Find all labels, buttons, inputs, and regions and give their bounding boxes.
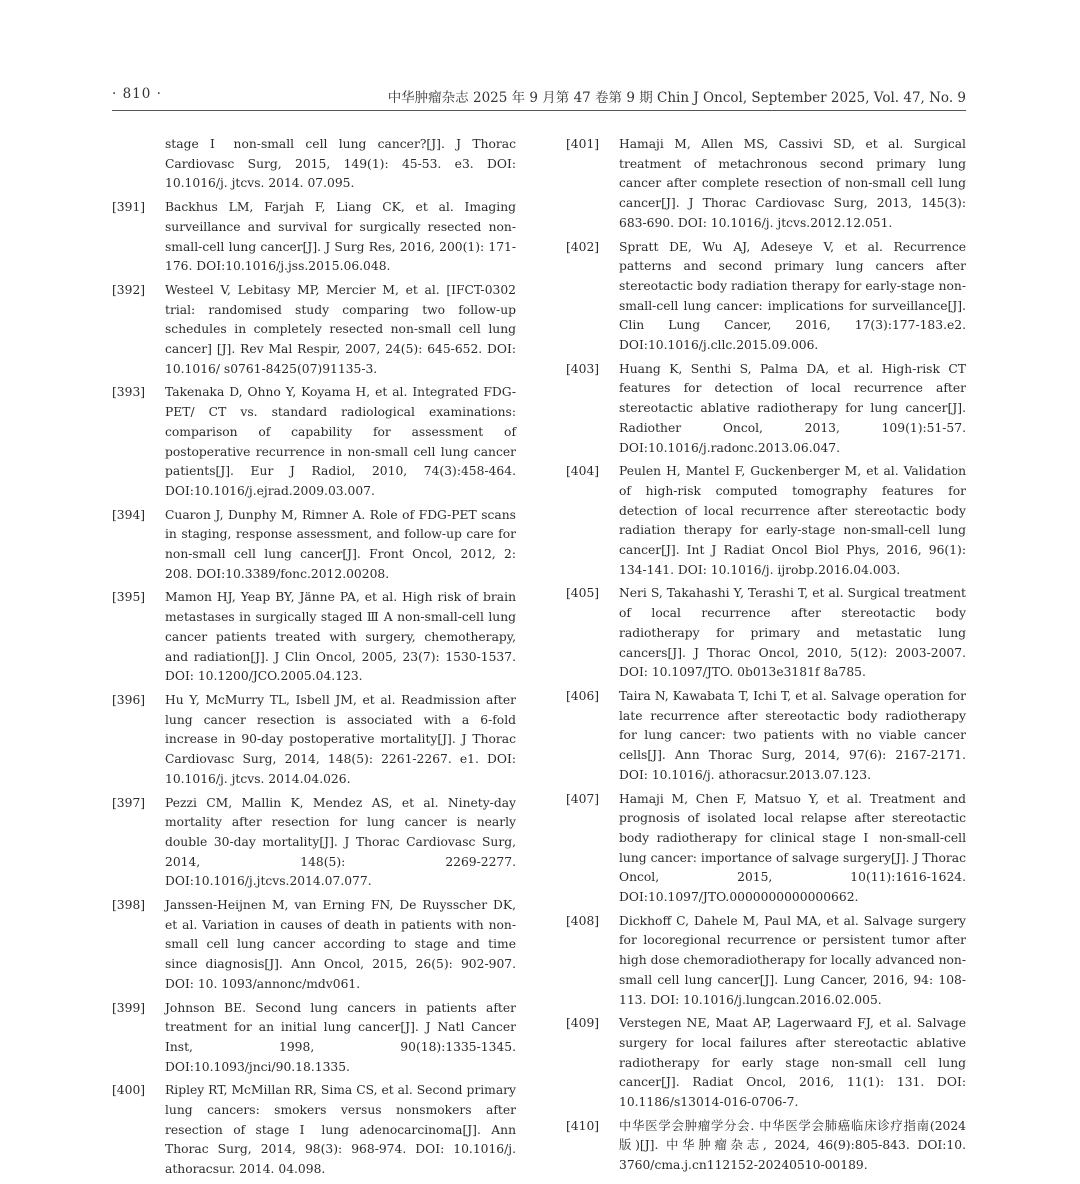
- reference-400: [112, 1081, 516, 1180]
- header-rule: [112, 110, 966, 111]
- reference-408: [566, 912, 966, 1011]
- reference-398: [112, 896, 516, 995]
- reference-text: Hu Y, McMurry TL, Isbell JM, et al. Readmission after lung cancer resection is associated with a 6-fold increase in 90-day postoperative mortality[J]. J Thorac Cardiovasc Surg, 2014, 148(5): 2261-2267. e1. DOI: 10.1016/j. jtcvs. 2014.04.026.: [165, 692, 516, 786]
- reference-number: [393]: [112, 385, 146, 400]
- reference-410: [566, 1117, 966, 1176]
- reference-text: Dickhoff C, Dahele M, Paul MA, et al. Salvage surgery for locoregional recurrence or persistent tumor after high dose chemoradiotherapy for locally advanced non-small cell lung cancer[J]. Lung Cancer, 2016, 94: 108-113. DOI: 10.1016/j.lungcan.2016.02.005.: [619, 913, 966, 1007]
- reference-text: Backhus LM, Farjah F, Liang CK, et al. Imaging surveillance and survival for surgically resected non-small-cell lung cancer[J]. J Surg Res, 2016, 200(1): 171-176. DOI:10.1016/j.jss.2015.06.048.: [165, 200, 516, 274]
- reference-number: [402]: [566, 239, 600, 254]
- reference-number: [398]: [112, 898, 146, 913]
- reference-number: [399]: [112, 1000, 146, 1015]
- reference-number: [400]: [112, 1083, 146, 1098]
- reference-number: [404]: [566, 464, 600, 479]
- reference-number: [410]: [566, 1118, 600, 1133]
- reference-text: Johnson BE. Second lung cancers in patients after treatment for an initial lung cancer[J]. J Natl Cancer Inst, 1998, 90(18):1335-1345. DOI:10.1093/jnci/90.18.1335.: [165, 1000, 516, 1074]
- left-column: [112, 135, 516, 1184]
- reference-number: [392]: [112, 282, 146, 297]
- reference-407: [566, 790, 966, 908]
- reference-text: 中华医学会肿瘤学分会. 中华医学会肺癌临床诊疗指南(2024 版)[J]. 中华肿瘤杂志, 2024, 46(9):805-843. DOI:10. 3760/cma.j.cn112152-20240510-00189.: [619, 1118, 966, 1173]
- reference-406: [566, 687, 966, 786]
- reference-394: [112, 506, 516, 585]
- reference-404: [566, 462, 966, 580]
- reference-number: [401]: [566, 137, 600, 151]
- reference-text: Cuaron J, Dunphy M, Rimner A. Role of FDG-PET scans in staging, response assessment, and follow-up care for non-small cell lung cancer[J]. Front Oncol, 2012, 2: 208. DOI:10.3389/fonc.2012.00208.: [165, 507, 516, 581]
- reference-text: Neri S, Takahashi Y, Terashi T, et al. Surgical treatment of local recurrence after stereotactic body radiotherapy for primary and metastatic lung cancers[J]. J Thorac Oncol, 2010, 5(12): 2003-2007. DOI: 10.1097/JTO. 0b013e3181f 8a785.: [619, 586, 966, 680]
- reference-text: Ripley RT, McMillan RR, Sima CS, et al. Second primary lung cancers: smokers versus nonsmokers after resection of stage Ⅰ lung adenocarcinoma[J]. Ann Thorac Surg, 2014, 98(3): 968-974. DOI: 10.1016/j. athoracsur. 2014. 04.098.: [165, 1083, 516, 1177]
- reference-text: Takenaka D, Ohno Y, Koyama H, et al. Integrated FDG-PET/ CT vs. standard radiological examinations: comparison of capability for assessment of postoperative recurrence in non-small cell lung cancer patients[J]. Eur J Radiol, 2010, 74(3):458-464. DOI:10.1016/j.ejrad.2009.03.007.: [165, 385, 516, 498]
- reference-399: [112, 999, 516, 1078]
- reference-text: Westeel V, Lebitasy MP, Mercier M, et al. [IFCT-0302 trial: randomised study comparing two follow-up schedules in completely resected non-small cell lung cancer] [J]. Rev Mal Respir, 2007, 24(5): 645-652. DOI: 10.1016/ s0761-8425(07)91135-3.: [165, 282, 516, 376]
- reference-number: [407]: [566, 791, 600, 806]
- reference-393: [112, 383, 516, 501]
- reference-text: Spratt DE, Wu AJ, Adeseye V, et al. Recurrence patterns and second primary lung cancers after stereotactic body radiation therapy for early-stage non-small-cell lung cancer: implications for surveillance[J]. Clin Lung Cancer, 2016, 17(3):177-183.e2. DOI:10.1016/j.cllc.2015.09.006.: [619, 239, 966, 353]
- reference-401: [566, 135, 966, 234]
- reference-number: [406]: [566, 688, 600, 703]
- reference-number: [394]: [112, 507, 146, 522]
- reference-text: Taira N, Kawabata T, Ichi T, et al. Salvage operation for late recurrence after stereotactic body radiotherapy for lung cancer: two patients with no viable cancer cells[J]. Ann Thorac Surg, 2014, 97(6): 2167-2171. DOI: 10.1016/j. athoracsur.2013.07.123.: [619, 688, 966, 782]
- journal-citation-header: 中华肿瘤杂志 2025 年 9 月第 47 卷第 9 期 Chin J Oncol, September 2025, Vol. 47, No. 9: [387, 90, 966, 106]
- reference-402: [566, 238, 966, 356]
- reference-text: Mamon HJ, Yeap BY, Jänne PA, et al. High risk of brain metastases in surgically staged Ⅲ A non-small-cell lung cancer patients treated with surgery, chemotherapy, and radiation[J]. J Clin Oncol, 2005, 23(7): 1530-1537. DOI: 10.1200/JCO.2005.04.123.: [165, 590, 516, 684]
- reference-text: Verstegen NE, Maat AP, Lagerwaard FJ, et al. Salvage surgery for local failures after stereotactic ablative radiotherapy for early stage non-small cell lung cancer[J]. Radiat Oncol, 2016, 11(1): 131. DOI: 10.1186/s13014-016-0706-7.: [619, 1016, 966, 1110]
- reference-number: [405]: [566, 586, 600, 601]
- reference-395: [112, 588, 516, 687]
- reference-number: [403]: [566, 361, 600, 376]
- reference-number: [396]: [112, 692, 146, 707]
- reference-text: stage Ⅰ non-small cell lung cancer?[J]. J Thorac Cardiovasc Surg, 2015, 149(1): 45-53. e3. DOI: 10.1016/j. jtcvs. 2014. 07.095.: [165, 137, 516, 191]
- reference-number: [391]: [112, 200, 146, 215]
- reference-text: Hamaji M, Chen F, Matsuo Y, et al. Treatment and prognosis of isolated local relapse after stereotactic body radiotherapy for clinical stage Ⅰ non-small-cell lung cancer: importance of salvage surgery[J]. J Thorac Oncol, 2015, 10(11):1616-1624. DOI:10.1097/JTO.0000000000000662.: [619, 791, 966, 905]
- reference-continuation: [112, 135, 516, 194]
- reference-number: [409]: [566, 1016, 600, 1031]
- reference-text: Pezzi CM, Mallin K, Mendez AS, et al. Ninety-day mortality after resection for lung cancer is nearly double 30-day mortality[J]. J Thorac Cardiovasc Surg, 2014, 148(5): 2269-2277. DOI:10.1016/j.jtcvs.2014.07.077.: [165, 795, 516, 889]
- reference-391: [112, 198, 516, 277]
- right-column: [566, 135, 966, 1180]
- reference-number: [397]: [112, 795, 146, 810]
- reference-397: [112, 794, 516, 893]
- reference-403: [566, 360, 966, 459]
- reference-392: [112, 281, 516, 380]
- reference-text: Janssen-Heijnen M, van Erning FN, De Ruysscher DK, et al. Variation in causes of death in patients with non-small cell lung cancer according to stage and time since diagnosis[J]. Ann Oncol, 2015, 26(5): 902-907. DOI: 10. 1093/annonc/mdv061.: [165, 898, 516, 991]
- reference-text: Huang K, Senthi S, Palma DA, et al. High-risk CT features for detection of local recurrence after stereotactic ablative radiotherapy for lung cancer[J]. Radiother Oncol, 2013, 109(1):51-57. DOI:10.1016/j.radonc.2013.06.047.: [619, 361, 966, 455]
- reference-409: [566, 1014, 966, 1113]
- reference-number: [395]: [112, 590, 146, 605]
- page-number: · 810 ·: [112, 86, 162, 102]
- reference-396: [112, 691, 516, 790]
- reference-405: [566, 584, 966, 683]
- reference-text: Hamaji M, Allen MS, Cassivi SD, et al. Surgical treatment of metachronous second primary lung cancer after complete resection of non-small cell lung cancer[J]. J Thorac Cardiovasc Surg, 2013, 145(3): 683-690. DOI: 10.1016/j. jtcvs.2012.12.051.: [619, 137, 966, 230]
- reference-text: Peulen H, Mantel F, Guckenberger M, et al. Validation of high-risk computed tomography features for detection of local recurrence after stereotactic body radiation therapy for early-stage non-small-cell lung cancer[J]. Int J Radiat Oncol Biol Phys, 2016, 96(1): 134-141. DOI: 10.1016/j. ijrobp.2016.04.003.: [619, 464, 966, 577]
- reference-number: [408]: [566, 913, 600, 928]
- page-header: [112, 86, 966, 110]
